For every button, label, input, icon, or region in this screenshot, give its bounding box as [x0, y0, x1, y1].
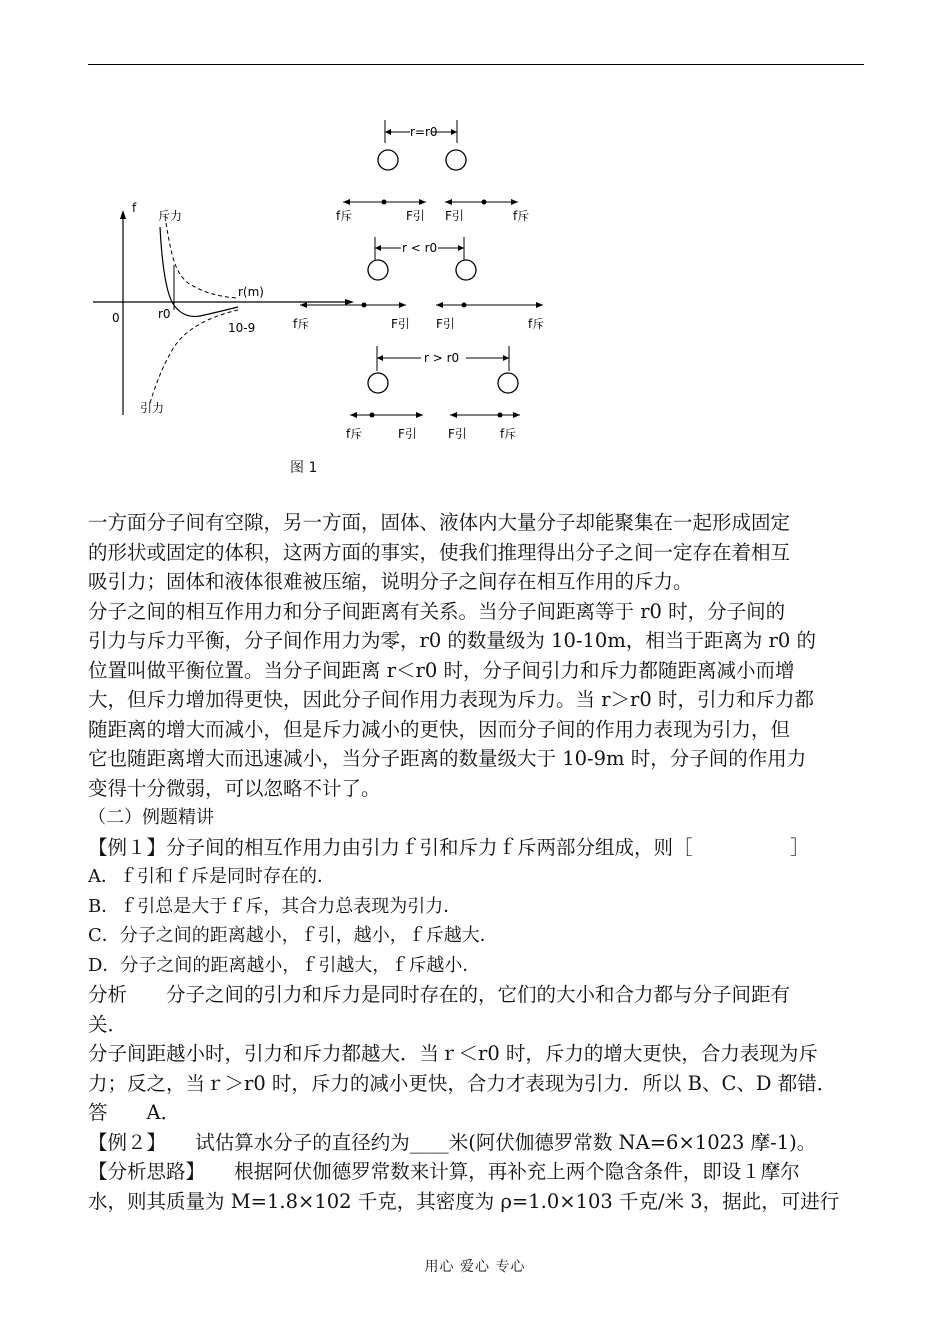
header-rule — [88, 64, 864, 65]
text-line: 吸引力；固体和液体很难被压缩，说明分子之间存在相互作用的斥力。 — [88, 570, 693, 593]
text-line: 随距离的增大而减小，但是斥力减小的更快，因而分子间的作用力表现为引力，但 — [88, 717, 791, 741]
text-line: 位置叫做平衡位置。当分子间距离 r＜r0 时，分子间引力和斥力都随距离减小而增 — [88, 658, 795, 682]
text-line: 引力与斥力平衡，分子间作用力为零，r0 的数量级为 10-10m，相当于距离为 r0 的 — [88, 629, 816, 652]
f-rep-label: f斥 — [293, 317, 310, 331]
row-greater — [346, 346, 520, 441]
f-rep-label: f斥 — [500, 427, 517, 441]
f-att-label: F引 — [436, 317, 455, 331]
text-line: 变得十分微弱，可以忽略不计了。 — [88, 776, 381, 800]
option-d: D．分子之间的距离越小，ｆ引越大，ｆ斥越小． — [88, 954, 481, 976]
text-line: 的形状或固定的体积，这两方面的事实，使我们推理得出分子之间一定存在着相互 — [88, 540, 791, 564]
lt-distance-label: r < r0 — [402, 241, 438, 255]
analysis-line: 力；反之，当ｒ＞r0 时，斥力的减小更快，合力才表现为引力．所以 B、C、D 都错． — [88, 1071, 837, 1095]
answer-line: 答 A． — [88, 1101, 181, 1124]
figure-caption: 图 1 — [290, 460, 318, 476]
molecule — [498, 373, 518, 393]
analysis-line: 关． — [88, 1012, 128, 1036]
f-att-label: F引 — [391, 317, 410, 331]
text-line: 分子之间的相互作用力和分子间距离有关系。当分子间距离等于 r0 时，分子间的 — [88, 599, 786, 623]
text-line: 大，但斥力增加得更快，因此分子间作用力表现为斥力。当 r＞r0 时，引力和斥力都 — [88, 688, 814, 711]
page-footer: 用心 爱心 专心 — [424, 1259, 526, 1275]
f-rep-label: f斥 — [336, 209, 353, 223]
option-a: A．ｆ引和ｆ斥是同时存在的． — [88, 866, 335, 887]
r-axis-arrow — [345, 299, 354, 305]
f-att-label: F引 — [448, 427, 467, 441]
example-2-question: 【例２】 试估算水分子的直径约为____米(阿伏伽德罗常数 NA=6×1023 摩-1)。 — [88, 1130, 817, 1154]
example-2-analysis: 水，则其质量为 M=1.8×102 千克，其密度为 ρ=1.0×103 千克/米 3，据此，可进行 — [88, 1189, 840, 1213]
r-axis-label: r(m) — [238, 285, 264, 299]
row-equal — [336, 120, 529, 223]
molecule — [456, 260, 476, 280]
f-att-label: F引 — [406, 209, 425, 223]
f-rep-label: f斥 — [513, 209, 530, 223]
figure-1 — [88, 115, 568, 485]
row-less — [293, 237, 544, 331]
repulsion-label: 斥力 — [158, 209, 183, 223]
net-force-curve — [160, 227, 238, 316]
origin-label: 0 — [112, 311, 120, 325]
f-att-label: F引 — [445, 209, 464, 223]
section-heading: （二）例题精讲 — [88, 807, 214, 828]
analysis-line: 分子间距越小时，引力和斥力都越大．当ｒ＜r0 时，斥力的增大更快，合力表现为斥 — [88, 1042, 818, 1065]
example-2-analysis: 【分析思路】 根据阿伏伽德罗常数来计算，再补充上两个隐含条件，即设１摩尔 — [88, 1160, 800, 1183]
molecule — [368, 373, 388, 393]
option-b: B．ｆ引总是大于ｆ斥，其合力总表现为引力． — [88, 895, 462, 917]
r0-label: r0 — [158, 307, 171, 321]
f-rep-label: f斥 — [528, 317, 545, 331]
molecule — [446, 150, 466, 170]
option-c: C．分子之间的距离越小，ｆ引，越小，ｆ斥越大． — [88, 925, 498, 946]
f-att-label: F引 — [398, 427, 417, 441]
molecular-force-diagram — [88, 115, 568, 485]
gt-distance-label: r > r0 — [424, 351, 460, 365]
repulsion-curve — [166, 223, 238, 298]
scale-label: 10-9 — [228, 321, 256, 335]
f-axis-arrow — [120, 210, 126, 219]
analysis-line: 分析 分子之间的引力和斥力是同时存在的，它们的大小和合力都与分子间距有 — [88, 983, 791, 1006]
attraction-label: 引力 — [140, 401, 165, 415]
example-1-question: 【例１】分子间的相互作用力由引力ｆ引和斥力ｆ斥两部分组成，则［ ］ — [88, 835, 810, 859]
force-distance-graph — [93, 201, 354, 415]
text-line: 它也随距离增大而迅速减小，当分子距离的数量级大于 10-9m 时，分子间的作用力 — [88, 747, 807, 770]
document-body — [88, 508, 868, 1216]
attraction-curve — [150, 310, 238, 403]
eq-distance-label: r=r0 — [410, 125, 438, 139]
molecule — [368, 260, 388, 280]
f-axis-label: f — [132, 201, 137, 215]
f-rep-label: f斥 — [346, 427, 363, 441]
molecule — [378, 150, 398, 170]
text-line: 一方面分子间有空隙，另一方面，固体、液体内大量分子却能聚集在一起形成固定 — [88, 511, 791, 534]
